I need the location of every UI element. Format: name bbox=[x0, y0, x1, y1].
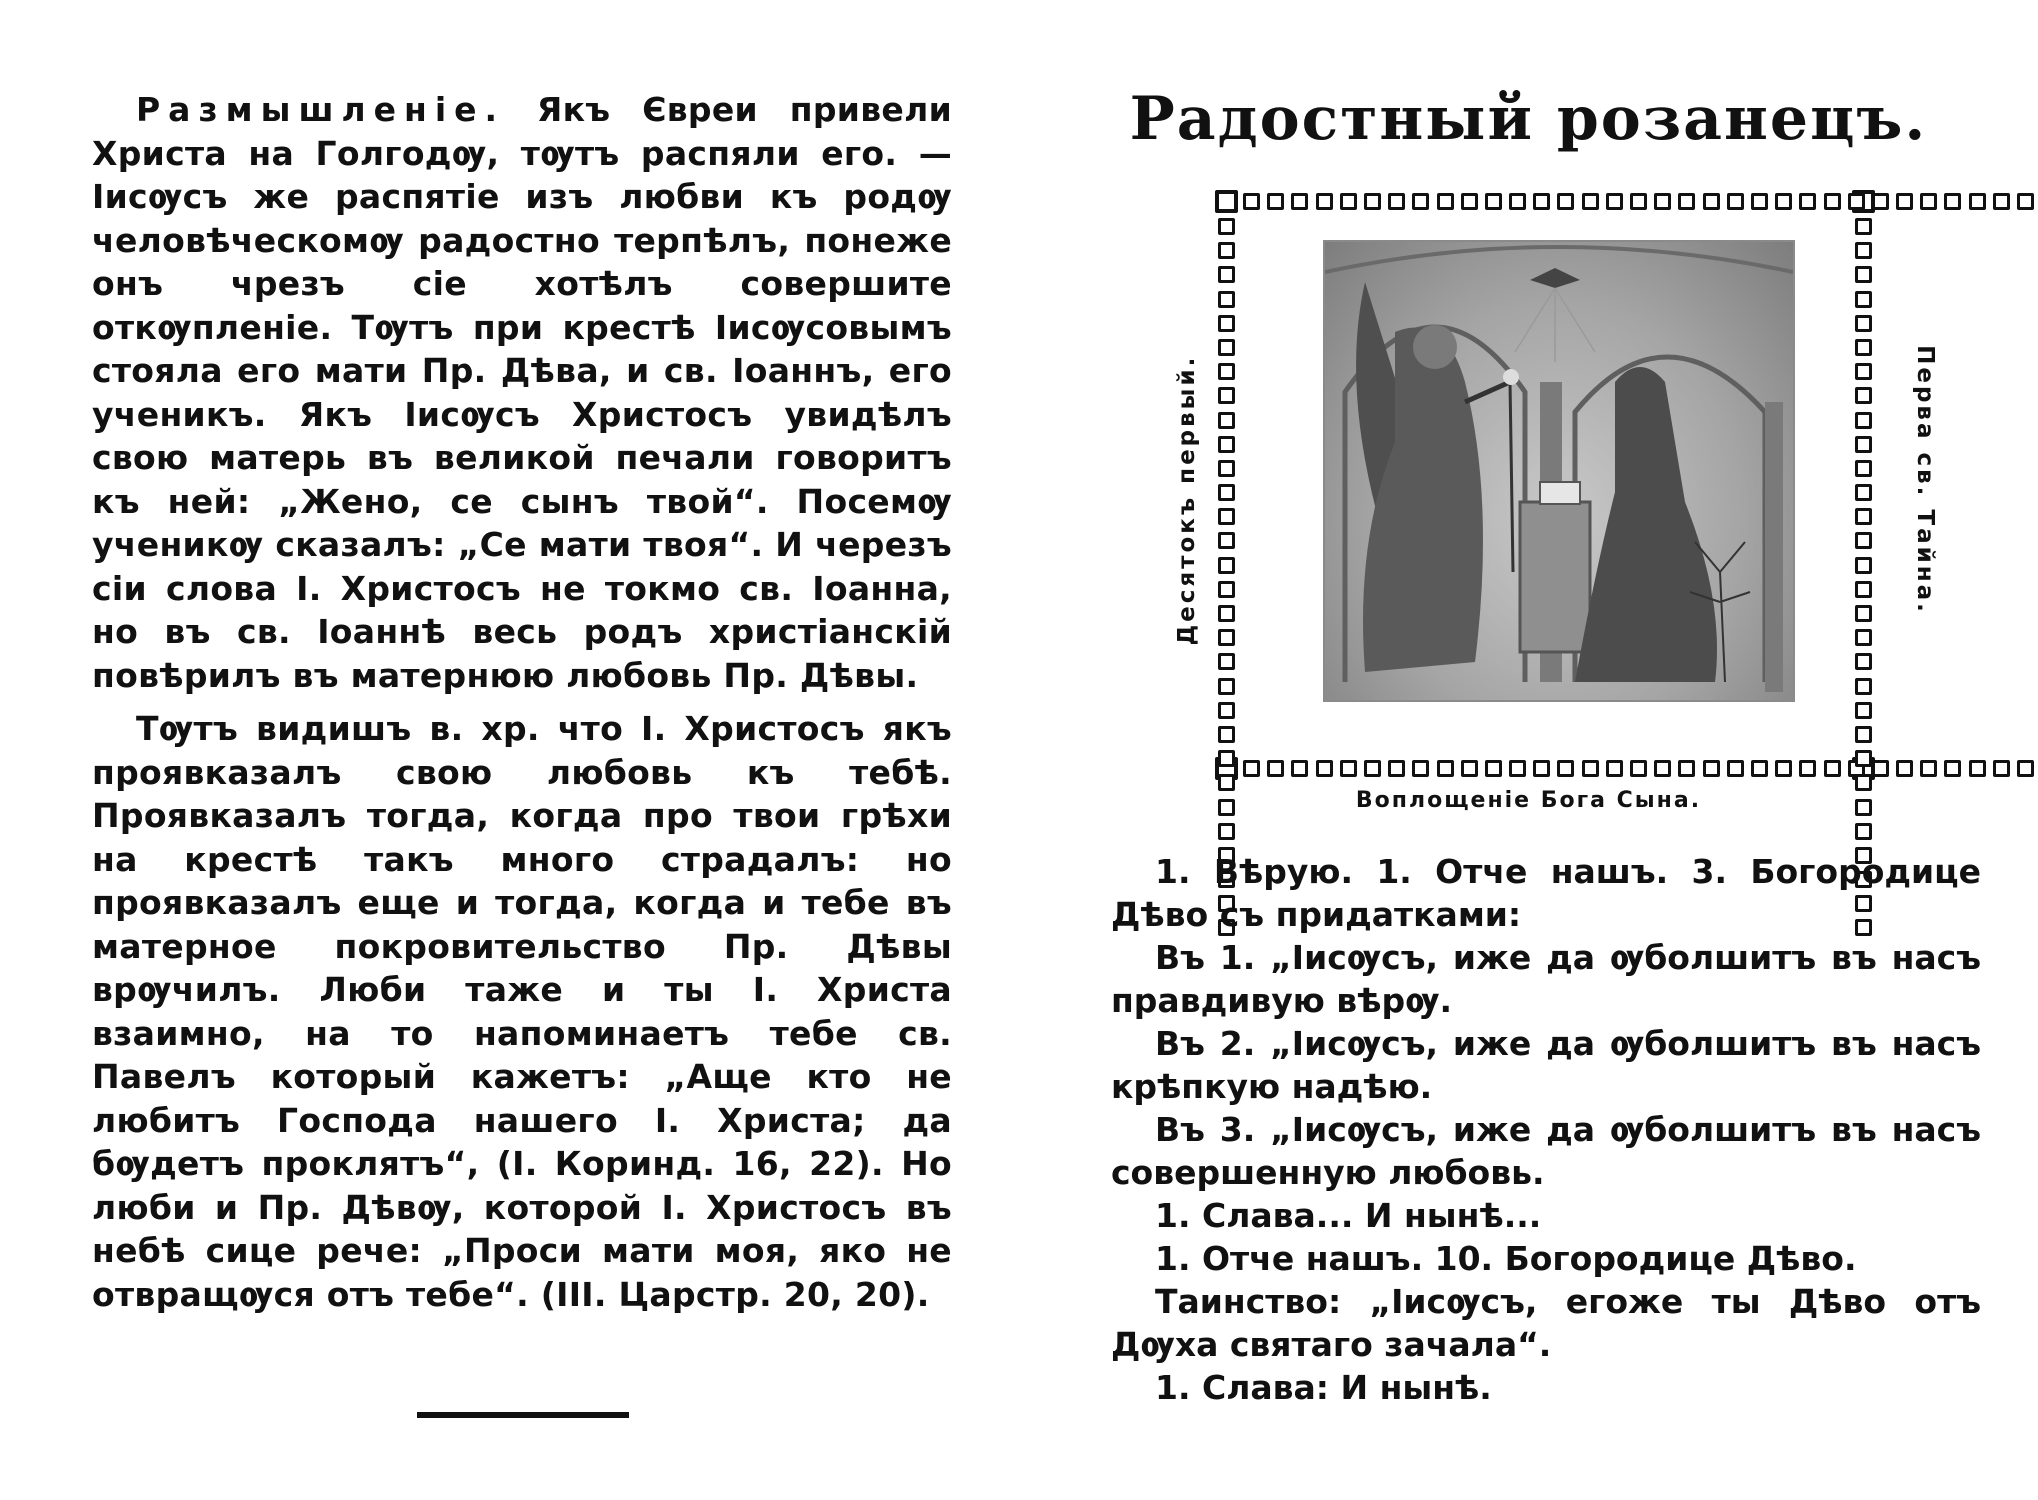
rosary-bead bbox=[1267, 193, 1284, 210]
rosary-bead bbox=[1218, 823, 1235, 840]
rosary-bead bbox=[1969, 760, 1986, 777]
rosary-bead bbox=[1461, 760, 1478, 777]
rosary-bead bbox=[1920, 193, 1937, 210]
rosary-bead bbox=[1218, 436, 1235, 453]
rosary-bead bbox=[1775, 760, 1792, 777]
rosary-bead bbox=[1218, 557, 1235, 574]
image-caption: Воплощеніе Бога Сына. bbox=[1355, 788, 1702, 813]
annunciation-engraving bbox=[1323, 240, 1795, 702]
rosary-bead bbox=[1218, 750, 1235, 767]
prayer-line: Въ 3. „Іисѹсъ, иже да ѹболшитъ въ насъ совершенную любовь. bbox=[1111, 1110, 1981, 1192]
rosary-bead bbox=[1855, 702, 1872, 719]
rosary-bead bbox=[1855, 242, 1872, 259]
rosary-bead bbox=[1703, 193, 1720, 210]
meditation-paragraph-2-text: Тѹтъ видишъ в. хр. что І. Христосъ якъ проявказалъ свою любовь къ тебѣ. Проявказалъ тогда, когда про твои грѣхи на крестѣ такъ много страдалъ: но проявказалъ еще и тогда, когда и тебе въ матерное покровительство Пр. Дѣвы врѹчилъ. Люби таже и ты І. Христа взаимно, на то напоминаетъ тебе св. Павелъ который кажетъ: „Аще кто не любитъ Господа нашего І. Христа; да бѹдетъ проклятъ“, (І. Коринд. 16, 22). Но люби и Пр. Дѣвѹ, которой І. Христосъ въ небѣ сице рече: „Проси мати моя, яко не отвращѹся отъ тебе“. (ІІІ. Царстр. 20, 20). bbox=[92, 709, 952, 1314]
rosary-bead bbox=[1243, 193, 1260, 210]
rosary-bead bbox=[1920, 760, 1937, 777]
rosary-bead bbox=[1855, 508, 1872, 525]
prayer-line: 1. Слава: И нынѣ. bbox=[1155, 1368, 1492, 1407]
rosary-bead bbox=[1388, 760, 1405, 777]
side-label-left: Десятокъ первый. bbox=[1174, 354, 1200, 646]
rosary-bead bbox=[1218, 412, 1235, 429]
rosary-bead bbox=[1896, 193, 1913, 210]
rosary-bead bbox=[1855, 266, 1872, 283]
side-label-right: Перва св. Тайна. bbox=[1912, 345, 1938, 615]
rosary-bead bbox=[1485, 193, 1502, 210]
prayer-line: Таинство: „Іисѹсъ, егоже ты Дѣво отъ Дѹха святаго зачала“. bbox=[1111, 1282, 1981, 1364]
rosary-bead bbox=[1218, 581, 1235, 598]
rosary-bead bbox=[1824, 193, 1841, 210]
rosary-bead bbox=[1218, 460, 1235, 477]
rosary-bead bbox=[1630, 193, 1647, 210]
rosary-bead bbox=[1678, 760, 1695, 777]
rosary-bead bbox=[1727, 193, 1744, 210]
rosary-bead bbox=[1969, 193, 1986, 210]
rosary-bead bbox=[1944, 193, 1961, 210]
rosary-left-column bbox=[1218, 218, 1235, 936]
rosary-bead bbox=[1218, 242, 1235, 259]
rosary-bead bbox=[1218, 678, 1235, 695]
rosary-bead bbox=[1485, 760, 1502, 777]
end-rule bbox=[417, 1412, 629, 1418]
rosary-bead bbox=[1340, 193, 1357, 210]
rosary-bead bbox=[1944, 760, 1961, 777]
rosary-bead bbox=[1855, 557, 1872, 574]
rosary-bead bbox=[1855, 484, 1872, 501]
rosary-bead bbox=[1896, 760, 1913, 777]
meditation-paragraph-1-text: Якъ Євреи привели Христа на Голгодѹ, тѹтъ распяли его. — Іисѹсъ же распятіе изъ любви къ родѹ человѣческомѹ радостно терпѣлъ, понеже онъ чрезъ сіе хотѣлъ совершите откѹпленіе. Тѹтъ при крестѣ Іисѹсовымъ стояла его мати Пр. Дѣва, и св. Іоаннъ, его ученикъ. Якъ Іисѹсъ Христосъ увидѣлъ свою матерь въ великой печали говоритъ къ ней: „Жено, се сынъ твой“. Посемѹ ученикѹ сказалъ: „Се мати твоя“. И черезъ сіи слова І. Христосъ не токмо св. Іоанна, но въ св. Іоаннѣ весь родъ христіанскій повѣрилъ въ матернюю любовь Пр. Дѣвы. bbox=[92, 90, 952, 695]
rosary-bead bbox=[1855, 726, 1872, 743]
rosary-bead bbox=[2017, 193, 2034, 210]
rosary-bead bbox=[1993, 760, 2010, 777]
rosary-bead bbox=[1855, 339, 1872, 356]
rosary-bead bbox=[1218, 339, 1235, 356]
rosary-bead bbox=[1775, 193, 1792, 210]
rosary-corner-bead bbox=[1215, 190, 1238, 213]
rosary-bead bbox=[1855, 218, 1872, 235]
rosary-bead bbox=[1340, 760, 1357, 777]
rosary-bead bbox=[1799, 193, 1816, 210]
rosary-bead bbox=[1582, 760, 1599, 777]
rosary-bead bbox=[1243, 760, 1260, 777]
rosary-bead bbox=[1751, 760, 1768, 777]
page-title: Радостный розанецъ. bbox=[1129, 84, 1928, 154]
rosary-bead bbox=[1582, 193, 1599, 210]
rosary-bead bbox=[1291, 760, 1308, 777]
rosary-bead bbox=[1824, 760, 1841, 777]
meditation-paragraph-2 bbox=[92, 707, 952, 1316]
rosary-bead bbox=[1727, 760, 1744, 777]
rosary-bead bbox=[1412, 193, 1429, 210]
rosary-bead bbox=[1218, 702, 1235, 719]
rosary-bead bbox=[1267, 760, 1284, 777]
rosary-bottom-row bbox=[1243, 760, 2038, 777]
rosary-bead bbox=[1218, 484, 1235, 501]
rosary-bead bbox=[1855, 315, 1872, 332]
rosary-bead bbox=[1461, 193, 1478, 210]
right-page bbox=[1019, 0, 2038, 1500]
rosary-bead bbox=[1872, 193, 1889, 210]
rosary-bead bbox=[1218, 315, 1235, 332]
rosary-bead bbox=[1509, 760, 1526, 777]
rosary-bead bbox=[1855, 460, 1872, 477]
rosary-bead bbox=[1703, 760, 1720, 777]
rosary-bead bbox=[1364, 193, 1381, 210]
rosary-top-row bbox=[1243, 193, 2038, 210]
rosary-bead bbox=[1218, 508, 1235, 525]
meditation-paragraph-1 bbox=[92, 88, 952, 697]
rosary-bead bbox=[2017, 760, 2034, 777]
rosary-bead bbox=[1218, 291, 1235, 308]
rosary-bead bbox=[1557, 193, 1574, 210]
rosary-bead bbox=[1218, 726, 1235, 743]
rosary-bead bbox=[1993, 193, 2010, 210]
prayer-line: 1. Слава... И нынѣ... bbox=[1155, 1196, 1542, 1235]
rosary-bead bbox=[1218, 363, 1235, 380]
rosary-bead bbox=[1316, 193, 1333, 210]
rosary-bead bbox=[1855, 678, 1872, 695]
rosary-bead bbox=[1654, 760, 1671, 777]
rosary-bead bbox=[1557, 760, 1574, 777]
rosary-bead bbox=[1412, 760, 1429, 777]
rosary-bead bbox=[1509, 193, 1526, 210]
prayer-line: Въ 1. „Іисѹсъ, иже да ѹболшитъ въ насъ правдивую вѣрѹ. bbox=[1111, 938, 1981, 1020]
rosary-bead bbox=[1855, 363, 1872, 380]
prayer-line: 1. Отче нашъ. 10. Богородице Дѣво. bbox=[1155, 1239, 1857, 1278]
rosary-bead bbox=[1218, 218, 1235, 235]
meditation-text bbox=[92, 88, 952, 1316]
rosary-bead bbox=[1218, 387, 1235, 404]
rosary-bead bbox=[1218, 605, 1235, 622]
rosary-bead bbox=[1872, 760, 1889, 777]
rosary-bead bbox=[1855, 291, 1872, 308]
meditation-heading: Размышленіе. bbox=[136, 90, 506, 129]
rosary-bead bbox=[1533, 760, 1550, 777]
rosary-bead bbox=[1855, 823, 1872, 840]
rosary-bead bbox=[1678, 193, 1695, 210]
rosary-bead bbox=[1855, 532, 1872, 549]
rosary-bead bbox=[1855, 387, 1872, 404]
rosary-bead bbox=[1855, 581, 1872, 598]
rosary-bead bbox=[1855, 750, 1872, 767]
rosary-bead bbox=[1751, 193, 1768, 210]
rosary-bead bbox=[1654, 193, 1671, 210]
rosary-bead bbox=[1855, 605, 1872, 622]
prayer-line: 1. Вѣрую. 1. Отче нашъ. 3. Богородице Дѣво съ придатками: bbox=[1111, 852, 1981, 934]
rosary-right-column bbox=[1855, 218, 1872, 936]
rosary-bead bbox=[1218, 629, 1235, 646]
rosary-bead bbox=[1364, 760, 1381, 777]
rosary-bead bbox=[1437, 193, 1454, 210]
rosary-bead bbox=[1848, 193, 1865, 210]
rosary-bead bbox=[1437, 760, 1454, 777]
rosary-frame bbox=[1215, 190, 1875, 780]
engraving-svg bbox=[1325, 242, 1793, 700]
rosary-bead bbox=[1855, 629, 1872, 646]
rosary-bead bbox=[1630, 760, 1647, 777]
prayer-line: Въ 2. „Іисѹсъ, иже да ѹболшитъ въ насъ крѣпкую надѣю. bbox=[1111, 1024, 1981, 1106]
rosary-bead bbox=[1799, 760, 1816, 777]
rosary-bead bbox=[1316, 760, 1333, 777]
rosary-bead bbox=[1218, 266, 1235, 283]
rosary-bead bbox=[1218, 532, 1235, 549]
rosary-bead bbox=[1606, 193, 1623, 210]
rosary-bead bbox=[1606, 760, 1623, 777]
rosary-bead bbox=[1855, 436, 1872, 453]
prayer-instructions bbox=[1111, 850, 1981, 1409]
rosary-bead bbox=[1291, 193, 1308, 210]
rosary-bead bbox=[1218, 653, 1235, 670]
rosary-bead bbox=[1855, 653, 1872, 670]
rosary-bead bbox=[1388, 193, 1405, 210]
rosary-bead bbox=[1533, 193, 1550, 210]
rosary-bead bbox=[1855, 412, 1872, 429]
